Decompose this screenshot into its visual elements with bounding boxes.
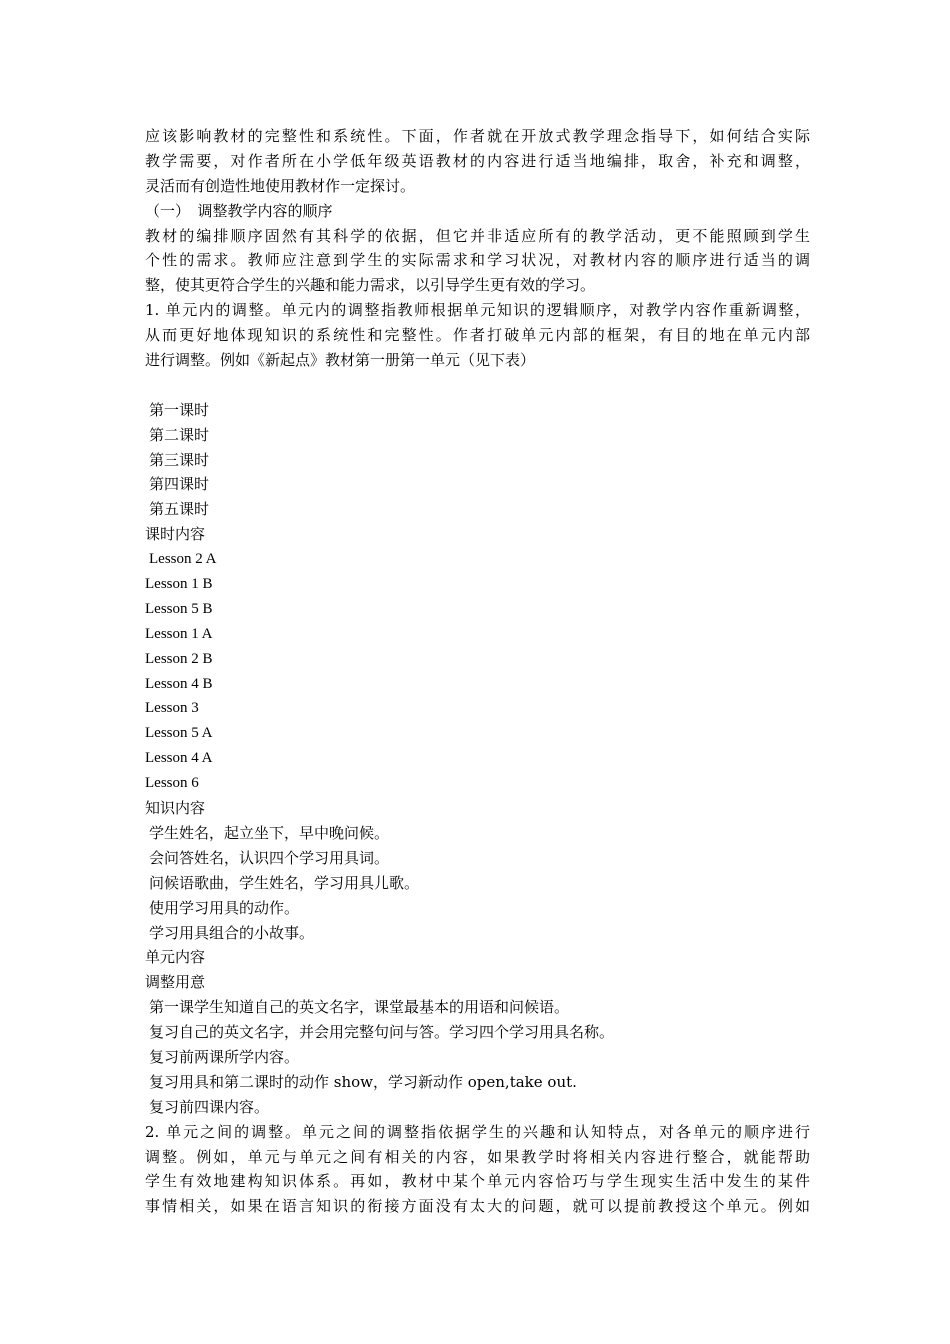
knowledge-item: 使用学习用具的动作。 [149,898,300,917]
knowledge-item: 会问答姓名，认识四个学习用具词。 [149,848,390,867]
knowledge-item: 问候语歌曲，学生姓名，学习用具儿歌。 [149,873,420,892]
period-5: 第五课时 [149,500,210,519]
knowledge-item: 学生姓名，起立坐下，早中晚问候。 [149,823,390,842]
para2-line-2: 从而更好地体现知识的系统性和完整性。作者打破单元内部的框架，有目的地在单元内部 [145,326,810,345]
unit-content-label: 单元内容 [145,948,206,967]
para3-line-4: 事情相关，如果在语言知识的衔接方面没有太大的问题，就可以提前教授这个单元。例如 [145,1197,810,1216]
para3-line-3: 学生有效地建构知识体系。再如，教材中某个单元内容恰巧与学生现实生活中发生的某件 [145,1172,810,1191]
lesson-item: Lesson 4 A [145,750,213,767]
period-4: 第四课时 [149,475,210,494]
lesson-item: Lesson 2 B [145,650,213,667]
para3-line-1: 2. 单元之间的调整。单元之间的调整指依据学生的兴趣和认知特点，对各单元的顺序进行 [145,1122,810,1141]
lesson-item: Lesson 1 B [145,576,213,593]
intent-item: 复习用具和第二课时的动作 show，学习新动作 open,take out. [149,1072,577,1091]
para3-line-2: 调整。例如，单元与单元之间有相关的内容，如果教学时将相关内容进行整合，就能帮助 [145,1147,810,1166]
intro-line-3: 灵活而有创造性地使用教材作一定探讨。 [145,176,416,195]
para1-line-2: 个性的需求。教师应注意到学生的实际需求和学习状况，对教材内容的顺序进行适当的调 [145,251,810,270]
lesson-item: Lesson 1 A [145,625,213,642]
section-heading: （一） 调整教学内容的顺序 [145,201,333,220]
lesson-item: Lesson 3 [145,700,199,717]
intro-line-2: 教学需要，对作者所在小学低年级英语教材的内容进行适当地编排，取舍，补充和调整， [145,151,810,170]
para1-line-3: 整，使其更符合学生的兴趣和能力需求，以引导学生更有效的学习。 [145,276,596,295]
knowledge-item: 学习用具组合的小故事。 [149,923,315,942]
period-1: 第一课时 [149,400,210,419]
knowledge-label: 知识内容 [145,799,206,818]
para1-line-1: 教材的编排顺序固然有其科学的依据，但它并非适应所有的教学活动，更不能照顾到学生 [145,226,810,245]
period-3: 第三课时 [149,450,210,469]
intent-item: 第一课学生知道自己的英文名字，课堂最基本的用语和问候语。 [149,998,570,1017]
intent-item: 复习自己的英文名字，并会用完整句问与答。学习四个学习用具名称。 [149,1023,615,1042]
intent-item: 复习前两课所学内容。 [149,1047,300,1066]
period-2: 第二课时 [149,425,210,444]
para2-line-1: 1. 单元内的调整。单元内的调整指教师根据单元知识的逻辑顺序，对教学内容作重新调整， [145,301,810,320]
document-page [145,124,810,1219]
blank-line [145,373,810,398]
lesson-item: Lesson 5 B [145,600,213,617]
lesson-item: Lesson 6 [145,775,199,792]
intent-item: 复习前四课内容。 [149,1097,270,1116]
intent-label: 调整用意 [145,973,206,992]
lesson-item: Lesson 5 A [145,725,213,742]
para2-line-3: 进行调整。例如《新起点》教材第一册第一单元（见下表） [145,351,536,370]
intro-line-1: 应该影响教材的完整性和系统性。下面，作者就在开放式教学理念指导下，如何结合实际 [145,127,810,145]
lesson-item: Lesson 4 B [145,675,213,692]
lesson-content-label: 课时内容 [145,525,206,544]
lesson-item: Lesson 2 A [149,551,217,568]
